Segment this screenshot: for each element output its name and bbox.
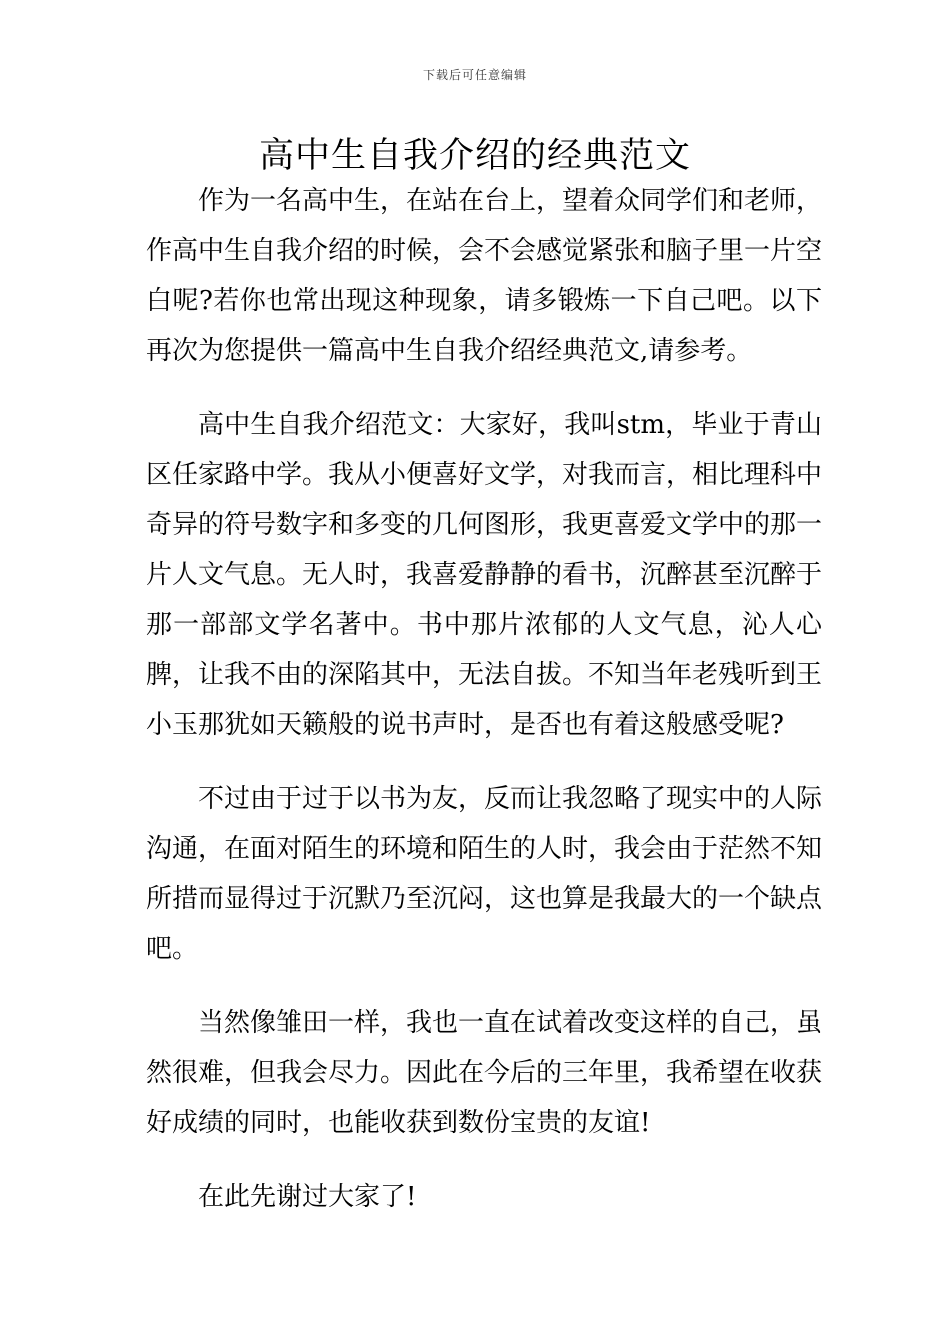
paragraph-thanks: 在此先谢过大家了! <box>198 1182 417 1212</box>
paragraph-self-introduction: 高中生自我介绍范文：大家好，我叫stm，毕业于青山区任家路中学。我从小便喜好文学，对我而言，相比理科中奇异的符号数字和多变的几何图形，我更喜爱文学中的那一片人文气息。无人时，我喜爱静静的看书，沉醉甚至沉醉于那一部部文学名著中。书中那片浓郁的人文气息，沁人心脾，让我不由的深陷其中，无法自拔。不知当年老残听到王小玉那犹如天籁般的说书声时，是否也有着这般感受呢? <box>146 410 823 740</box>
paragraph-shortcoming: 不过由于过于以书为友，反而让我忽略了现实中的人际沟通，在面对陌生的环境和陌生的人时，我会由于茫然不知所措而显得过于沉默乃至沉闷，这也算是我最大的一个缺点吧。 <box>146 784 823 964</box>
page-title: 高中生自我介绍的经典范文 <box>258 136 691 176</box>
header-note: 下载后可任意编辑 <box>422 68 527 82</box>
paragraph-hope: 当然像雏田一样，我也一直在试着改变这样的自己，虽然很难，但我会尽力。因此在今后的三年里，我希望在收获好成绩的同时，也能收获到数份宝贵的友谊! <box>146 1008 823 1138</box>
document-body <box>146 176 822 1246</box>
paragraph-intro: 作为一名高中生，在站在台上，望着众同学们和老师，作高中生自我介绍的时候，会不会感觉紧张和脑子里一片空白呢?若你也常出现这种现象，请多锻炼一下自己吧。以下再次为您提供一篇高中生自我介绍经典范文,请参考。 <box>146 186 823 366</box>
